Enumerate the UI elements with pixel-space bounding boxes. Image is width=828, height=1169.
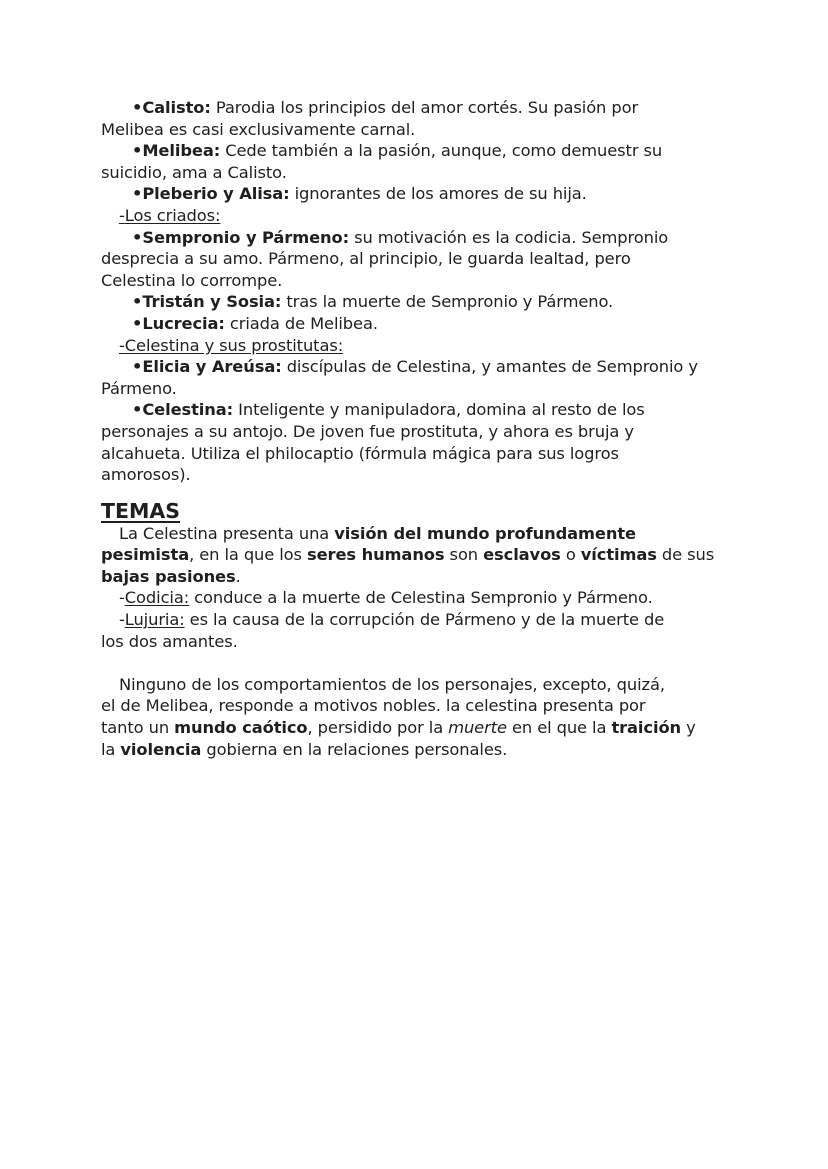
closing-paragraph-cont: la violencia gobierna en la relaciones personales. — [101, 739, 508, 759]
melibea-name: Melibea: — [142, 141, 221, 161]
sempronio-entry: •Sempronio y Pármeno: su motivación es la codicia. Sempronio — [132, 227, 669, 247]
celestina-name: Celestina: — [142, 400, 234, 420]
temas-intro: La Celestina presenta una visión del mundo profundamente — [119, 523, 636, 543]
celestina-entry-cont: alcahueta. Utiliza el philocaptio (fórmula mágica para sus logros — [101, 443, 619, 463]
pleberio-entry: •Pleberio y Alisa: ignorantes de los amores de su hija. — [132, 184, 587, 204]
prostitutas-subheading: -Celestina y sus prostitutas: — [119, 335, 344, 355]
sempronio-entry-cont: desprecia a su amo. Pármeno, al principio, le guarda lealtad, pero — [101, 249, 631, 269]
closing-paragraph-cont: el de Melibea, responde a motivos nobles. la celestina presenta por — [101, 696, 646, 716]
celestina-entry-cont: personajes a su antojo. De joven fue prostituta, y ahora es bruja y — [101, 421, 634, 441]
lujuria-entry: -Lujuria: es la causa de la corrupción de Pármeno y de la muerte de — [119, 610, 665, 630]
tristan-entry: •Tristán y Sosia: tras la muerte de Sempronio y Pármeno. — [132, 292, 614, 312]
lujuria-label: Lujuria: — [124, 610, 185, 630]
sempronio-entry-cont: Celestina lo corrompe. — [101, 270, 283, 290]
tristan-name: Tristán y Sosia: — [142, 292, 282, 312]
lucrecia-name: Lucrecia: — [142, 313, 225, 333]
paragraph-gap — [101, 652, 725, 674]
pleberio-name: Pleberio y Alisa: — [142, 184, 290, 204]
lucrecia-entry: •Lucrecia: criada de Melibea. — [132, 313, 378, 333]
elicia-entry: •Elicia y Areúsa: discípulas de Celestina, y amantes de Sempronio y — [132, 357, 698, 377]
melibea-entry: •Melibea: Cede también a la pasión, aunque, como demuestr su — [132, 141, 663, 161]
elicia-entry-cont: Pármeno. — [101, 378, 177, 398]
calisto-entry: •Calisto: Parodia los principios del amor cortés. Su pasión por — [132, 98, 639, 117]
codicia-entry: -Codicia: conduce a la muerte de Celestina Sempronio y Pármeno. — [119, 588, 653, 608]
closing-paragraph-cont: tanto un mundo caótico, persidido por la muerte en el que la traición y — [101, 718, 696, 738]
lujuria-entry-cont: los dos amantes. — [101, 631, 238, 651]
calisto-name: Calisto: — [142, 98, 211, 117]
temas-intro-cont: pesimista, en la que los seres humanos son esclavos o víctimas de sus — [101, 545, 715, 565]
closing-paragraph: Ninguno de los comportamientos de los personajes, excepto, quizá, — [119, 674, 665, 694]
elicia-name: Elicia y Areúsa: — [142, 357, 282, 377]
celestina-entry-cont: amorosos). — [101, 465, 191, 485]
sempronio-name: Sempronio y Pármeno: — [142, 227, 350, 247]
criados-subheading: -Los criados: — [119, 205, 221, 225]
codicia-label: Codicia: — [124, 588, 190, 608]
temas-intro-cont: bajas pasiones. — [101, 566, 241, 586]
document-body — [101, 97, 725, 760]
calisto-entry-cont: Melibea es casi exclusivamente carnal. — [101, 119, 416, 139]
melibea-entry-cont: suicidio, ama a Calisto. — [101, 162, 287, 182]
temas-heading: TEMAS — [101, 498, 181, 523]
celestina-entry: •Celestina: Inteligente y manipuladora, domina al resto de los — [132, 400, 645, 420]
